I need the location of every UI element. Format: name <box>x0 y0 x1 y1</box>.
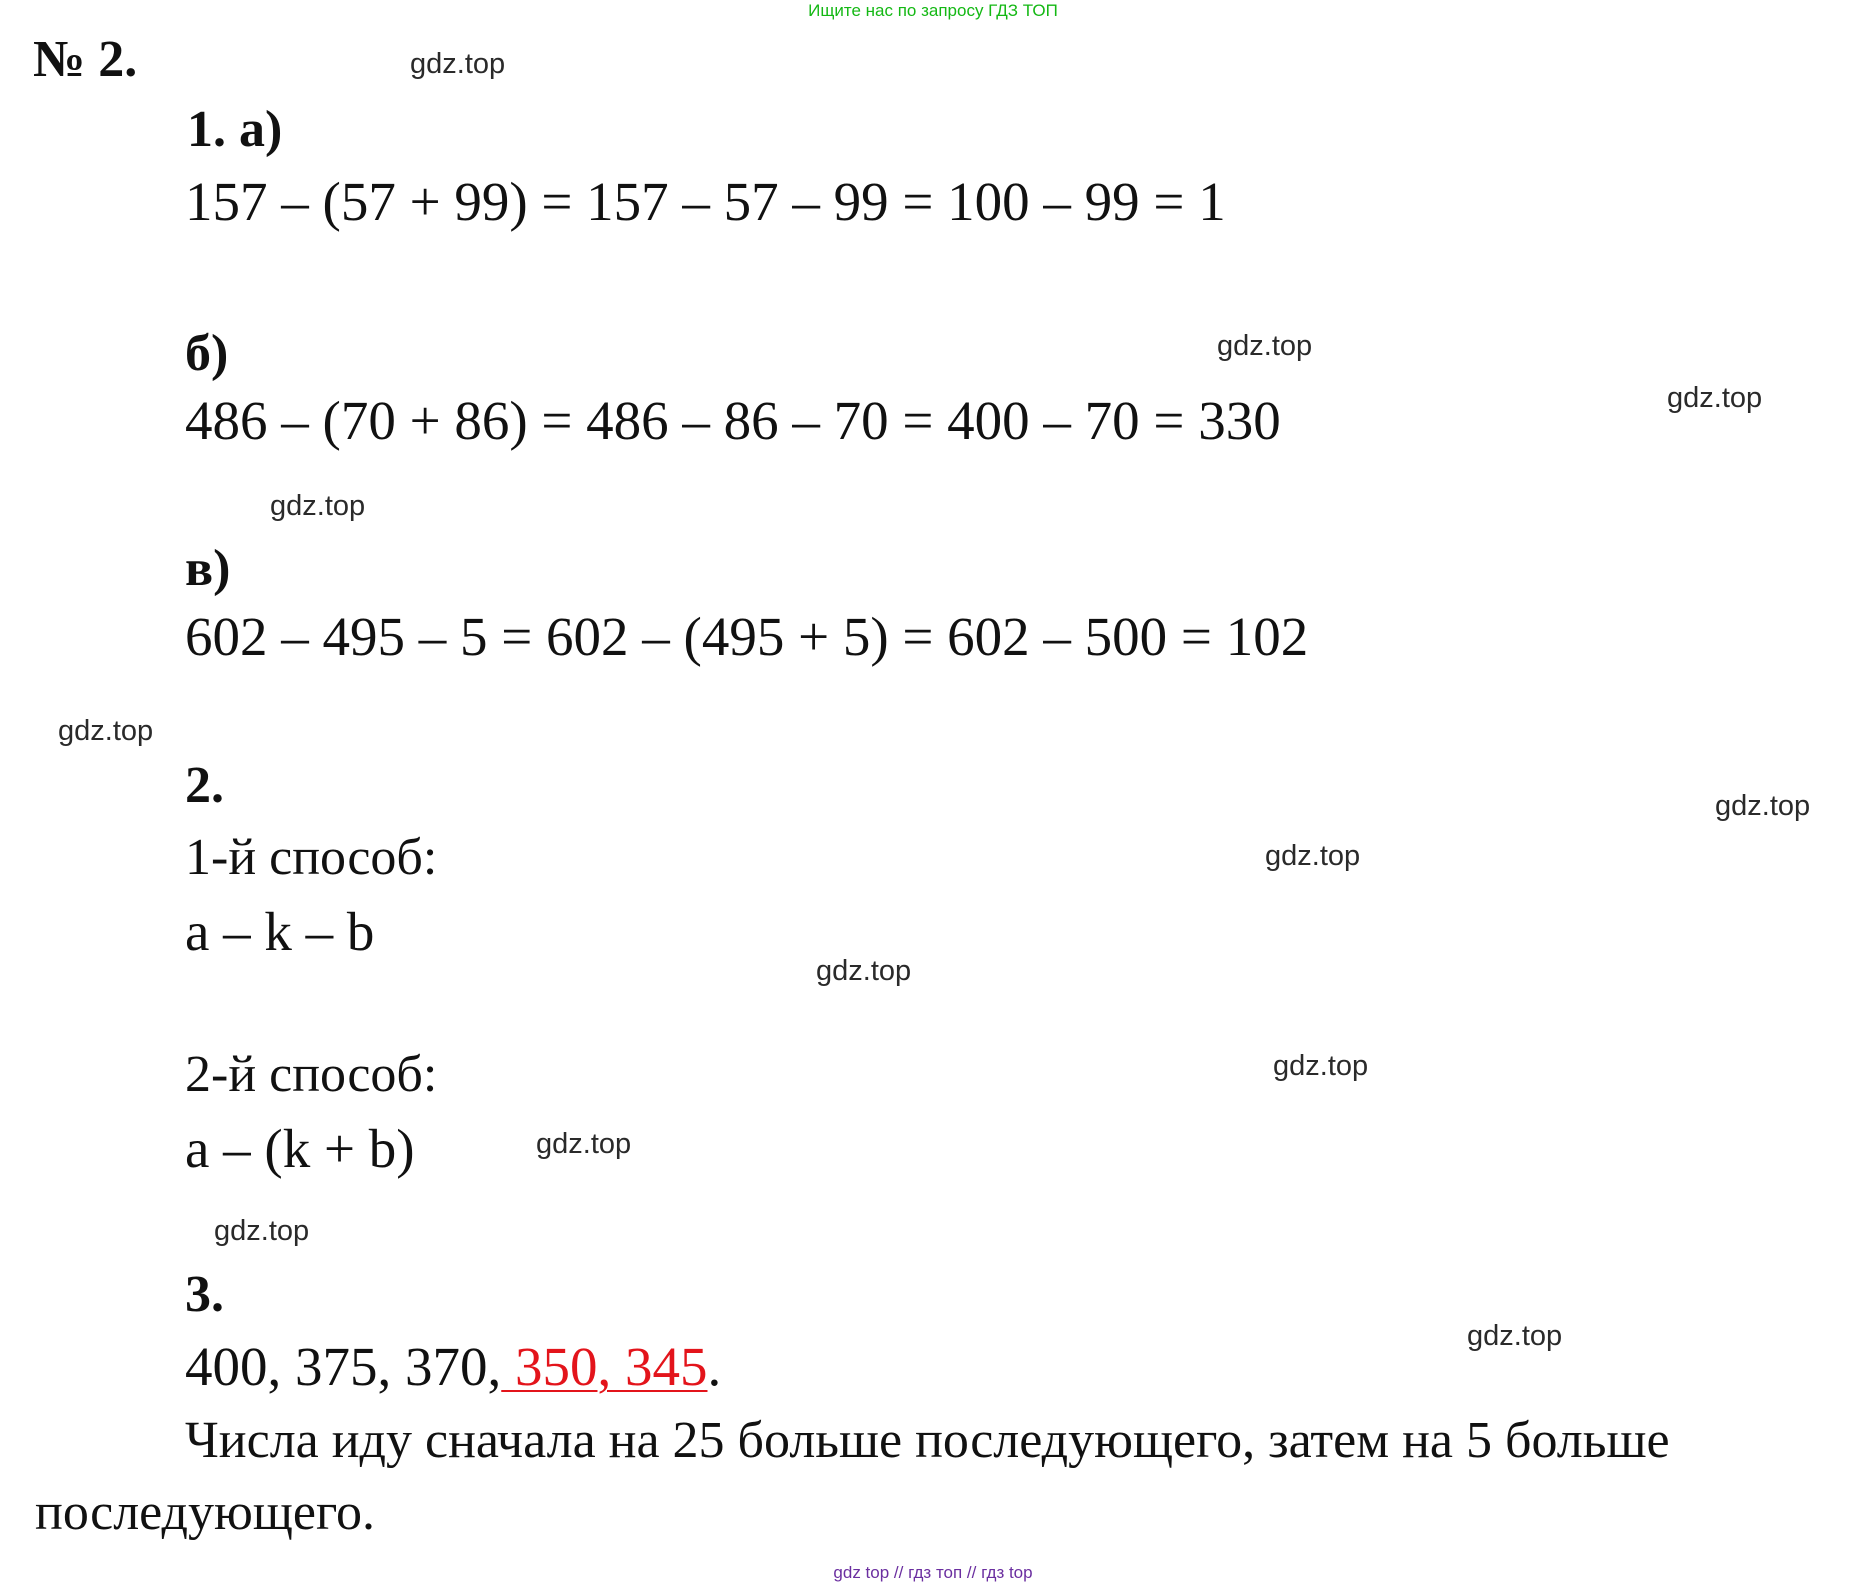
watermark: gdz.top <box>1265 840 1361 872</box>
sequence-start: 400, 375, 370, <box>185 1336 502 1397</box>
method-1-expression: a – k – b <box>185 901 375 962</box>
watermark: gdz.top <box>1467 1320 1563 1352</box>
watermark: gdz.top <box>58 715 154 747</box>
top-banner: Ищите нас по запросу ГДЗ ТОП <box>808 1 1058 20</box>
section-1a-equation: 157 – (57 + 99) = 157 – 57 – 99 = 100 – 99 = 1 <box>185 171 1226 232</box>
watermark: gdz.top <box>1273 1050 1369 1082</box>
method-1-label: 1-й способ: <box>185 829 438 886</box>
watermark: gdz.top <box>1217 330 1313 362</box>
watermark: gdz.top <box>270 490 366 522</box>
watermark: gdz.top <box>214 1215 310 1247</box>
section-1c-equation: 602 – 495 – 5 = 602 – (495 + 5) = 602 – 500 = 102 <box>185 606 1309 667</box>
explanation-paragraph: Числа иду сначала на 25 больше последующего, затем на 5 больше последующего. <box>35 1412 1670 1541</box>
section-1c-heading: в) <box>185 540 231 597</box>
task-number: № 2. <box>33 31 138 88</box>
watermark: gdz.top <box>536 1128 632 1160</box>
sequence-answer: 350, 345 <box>501 1336 708 1397</box>
sequence-line <box>185 1335 721 1398</box>
section-2-heading: 2. <box>185 757 224 814</box>
sequence-end: . <box>707 1336 722 1397</box>
watermark: gdz.top <box>410 48 506 80</box>
watermark: gdz.top <box>816 955 912 987</box>
watermark: gdz.top <box>1667 382 1763 414</box>
section-3-heading: 3. <box>185 1266 224 1323</box>
section-1a-heading: 1. а) <box>187 101 283 158</box>
method-2-label: 2-й способ: <box>185 1046 438 1103</box>
footer: gdz top // гдз топ // гдз top <box>833 1563 1033 1582</box>
watermark: gdz.top <box>1715 790 1811 822</box>
section-1b-heading: б) <box>185 325 229 382</box>
method-2-expression: a – (k + b) <box>185 1118 415 1179</box>
section-1b-equation: 486 – (70 + 86) = 486 – 86 – 70 = 400 – 70 = 330 <box>185 390 1281 451</box>
